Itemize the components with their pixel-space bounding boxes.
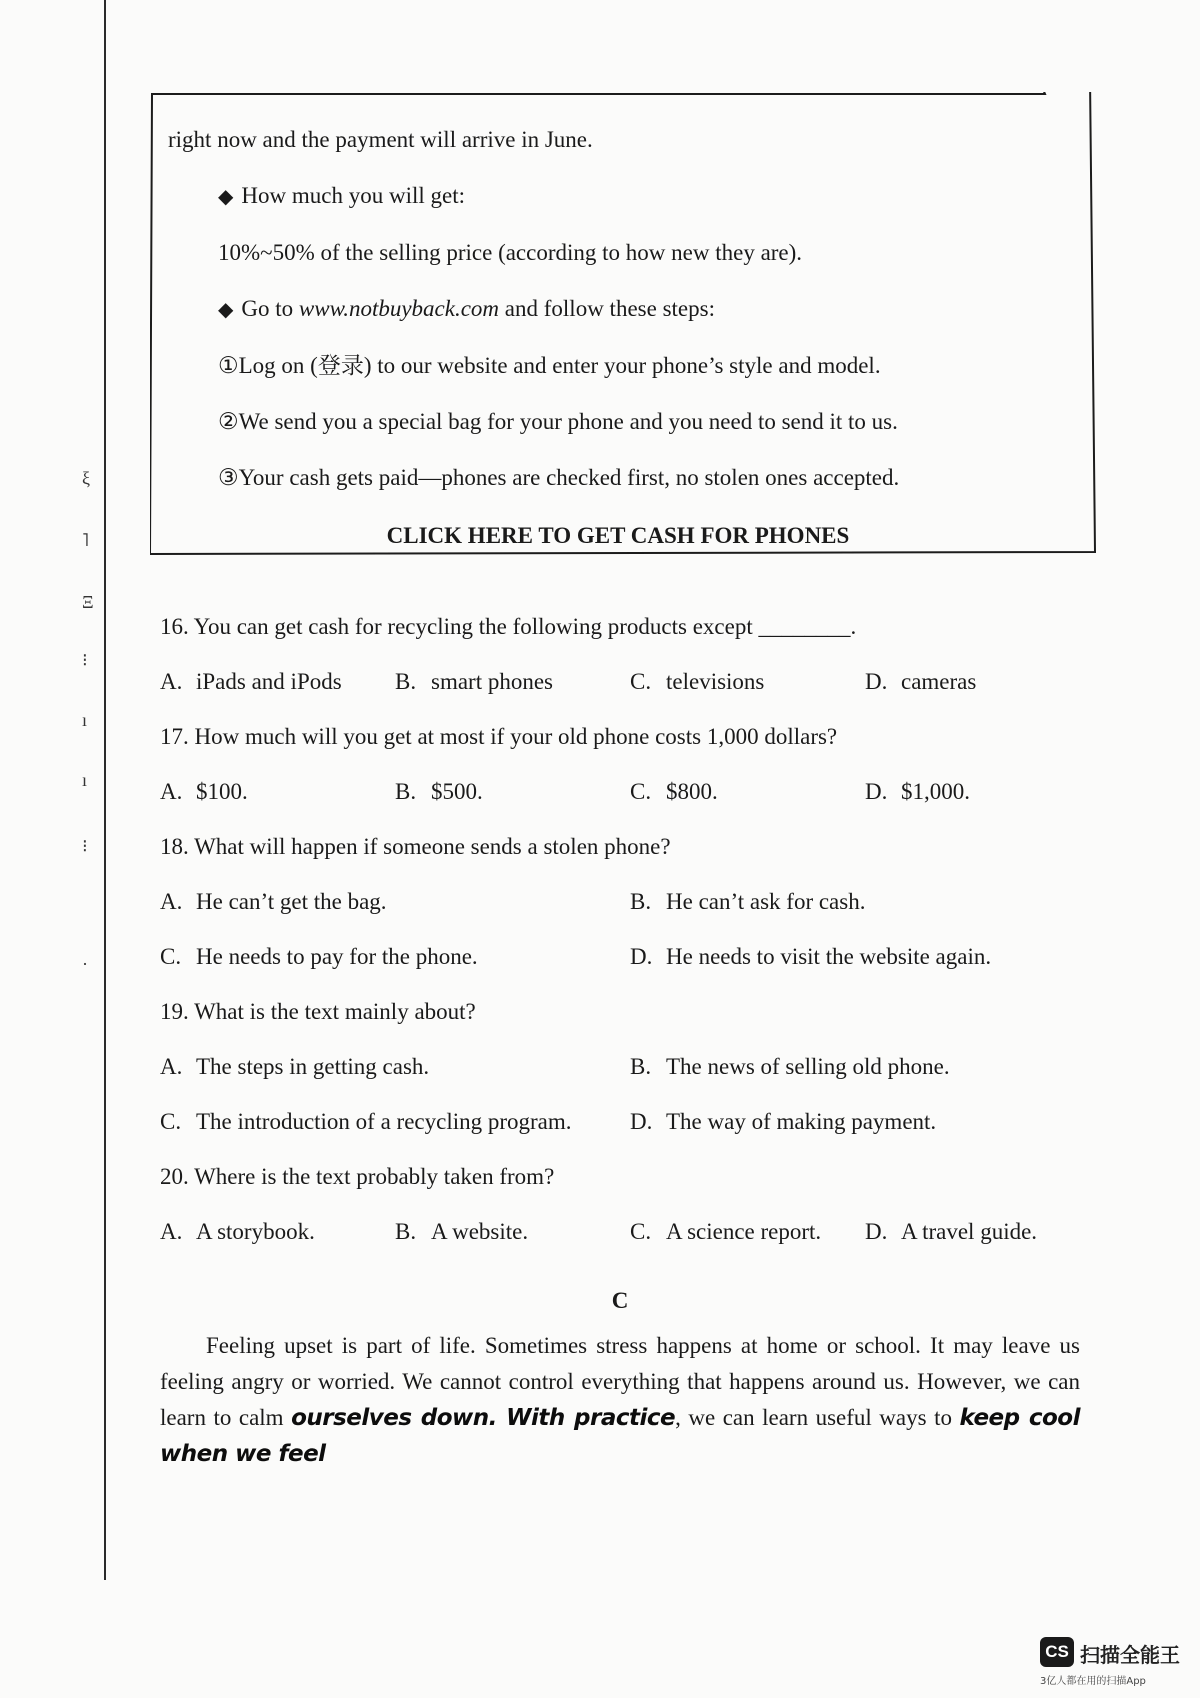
question-options xyxy=(160,882,1060,937)
amount-line: 10%~50% of the selling price (according to how new they are). xyxy=(218,240,803,265)
option: D. He needs to visit the website again. xyxy=(630,944,992,969)
option: B. $500. xyxy=(395,779,483,804)
margin-mark: Ξ xyxy=(82,592,94,612)
binding-margin-line xyxy=(104,0,106,1580)
margin-mark: ξ xyxy=(82,468,91,488)
option: D. The way of making payment. xyxy=(630,1109,937,1134)
section-c xyxy=(160,1288,1080,1472)
question-stem: 18. What will happen if someone sends a stolen phone? xyxy=(160,834,671,859)
option: A. He can’t get the bag. xyxy=(160,889,387,914)
reading-paragraph: Feeling upset is part of life. Sometimes stress happens at home or school. It may leave us feeling angry or worried. We cannot control everything that happens around us. However, we can learn to calm ourselves down. With practice, we can learn useful ways to keep cool when we feel xyxy=(160,1333,1080,1467)
notice-box xyxy=(150,92,1100,557)
margin-mark: ⁝ xyxy=(82,650,88,670)
option: B. A website. xyxy=(395,1219,529,1244)
option: B. He can’t ask for cash. xyxy=(630,889,866,914)
step-1: ①Log on (登录) to our website and enter your phone’s style and model. xyxy=(218,353,881,378)
option: C. $800. xyxy=(630,779,718,804)
option: C. televisions xyxy=(630,669,765,694)
option: D. $1,000. xyxy=(865,779,970,804)
handwritten-note: ourselves down. With practice xyxy=(291,1405,676,1431)
question-options xyxy=(160,1212,1060,1267)
bullet-go-to: ◆ Go to www.notbuyback.com and follow these steps: xyxy=(168,281,1068,338)
questions xyxy=(160,607,1060,1267)
watermark-name: 扫描全能王 xyxy=(1080,1643,1180,1667)
watermark-tagline: 3亿人都在用的扫描App xyxy=(1040,1676,1146,1687)
option: D. cameras xyxy=(865,669,977,694)
option: A. $100. xyxy=(160,779,248,804)
option: A. A storybook. xyxy=(160,1219,315,1244)
website-url: www.notbuyback.com xyxy=(298,296,500,321)
question-stem: 17. How much will you get at most if your old phone costs 1,000 dollars? xyxy=(160,724,838,749)
question-options xyxy=(160,1047,1060,1102)
camscanner-logo-icon: CS xyxy=(1040,1637,1074,1667)
question-options xyxy=(160,662,1060,717)
diamond-bullet-icon: ◆ xyxy=(218,299,234,321)
margin-mark: · xyxy=(82,954,88,974)
option: D. A travel guide. xyxy=(865,1219,1038,1244)
question-stem: 19. What is the text mainly about? xyxy=(160,999,476,1024)
bullet-how-much: ◆ How much you will get: xyxy=(168,168,1068,225)
option: A. iPads and iPods xyxy=(160,669,342,694)
cash-for-phones-cta: CLICK HERE TO GET CASH FOR PHONES xyxy=(386,523,850,548)
question-options xyxy=(160,937,1060,992)
margin-mark: ⁝ xyxy=(82,836,88,856)
handwritten-note: keep cool when we feel xyxy=(160,1405,1080,1467)
notice-text xyxy=(168,112,1068,564)
notice-line: right now and the payment will arrive in June. xyxy=(168,127,593,152)
section-title: C xyxy=(611,1288,629,1313)
margin-mark: ˥ xyxy=(82,530,89,550)
option: B. smart phones xyxy=(395,669,554,694)
step-2: ②We send you a special bag for your phone and you need to send it to us. xyxy=(218,409,898,434)
option: C. He needs to pay for the phone. xyxy=(160,944,478,969)
margin-mark: ı xyxy=(82,770,88,790)
margin-mark: ı xyxy=(82,710,88,730)
scanner-watermark xyxy=(1040,1637,1190,1687)
question-stem: 16. You can get cash for recycling the following products except ________. xyxy=(160,614,857,639)
option: C. A science report. xyxy=(630,1219,822,1244)
option: A. The steps in getting cash. xyxy=(160,1054,430,1079)
option: C. The introduction of a recycling program. xyxy=(160,1109,572,1134)
question-options xyxy=(160,1102,1060,1157)
diamond-bullet-icon: ◆ xyxy=(218,186,234,208)
question-stem: 20. Where is the text probably taken from? xyxy=(160,1164,555,1189)
option: B. The news of selling old phone. xyxy=(630,1054,950,1079)
step-3: ③Your cash gets paid—phones are checked first, no stolen ones accepted. xyxy=(218,465,900,490)
question-options xyxy=(160,772,1060,827)
